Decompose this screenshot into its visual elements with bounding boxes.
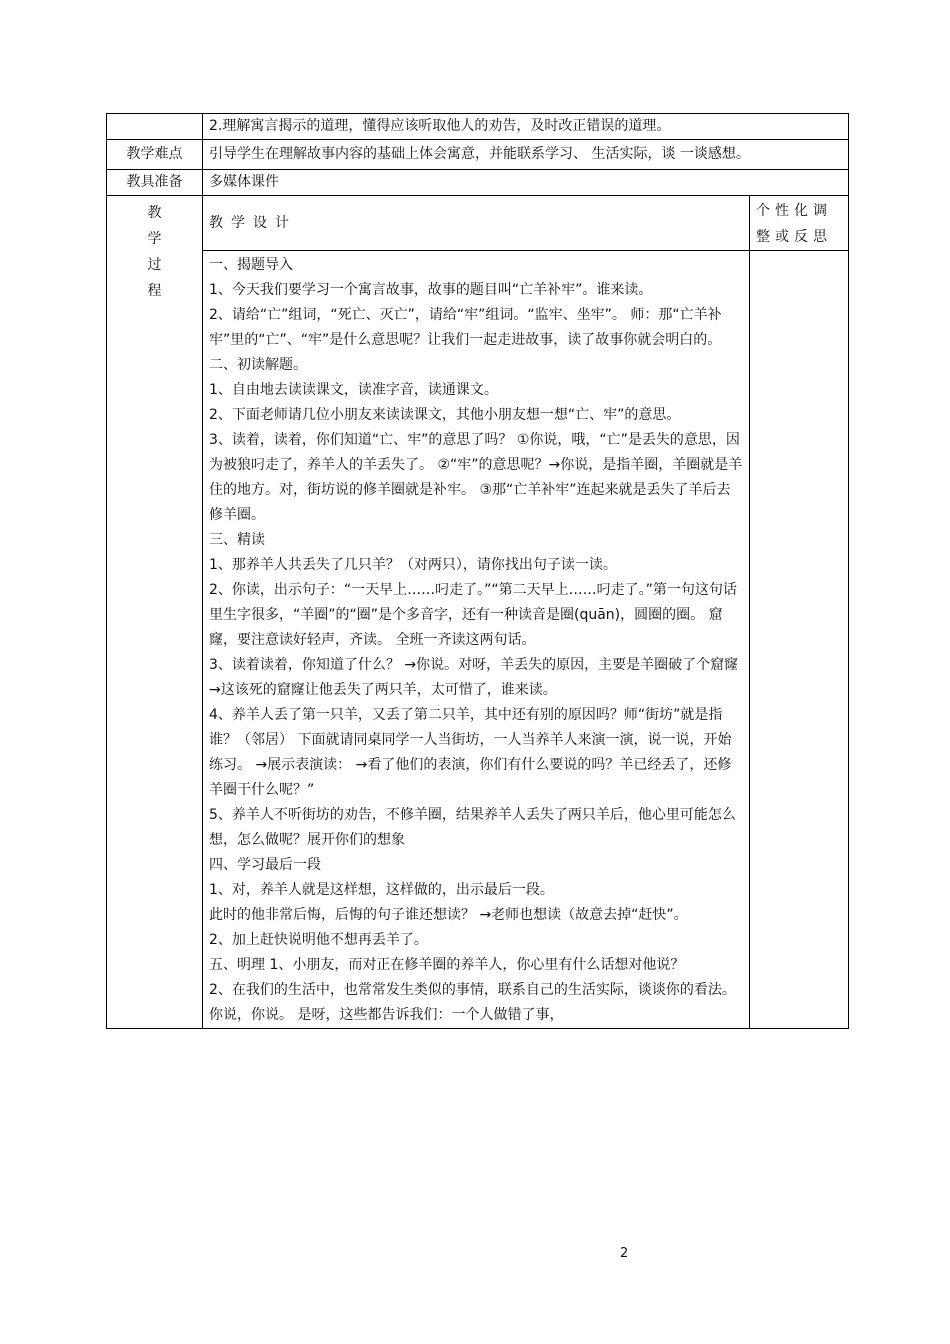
- design-line: 3、读着，读着，你们知道“亡、牢”的意思了吗？ ①你说，哦，“亡”是丢失的意思，因为被狼叼走了，养羊人的羊丢失了。 ②“牢”的意思呢？→你说，是指羊圈，羊圈就是羊住的地方。对，街坊说的修羊圈就是补牢。 ③那“亡羊补牢”连起来就是丢失了羊后去修羊圈。: [209, 432, 743, 523]
- process-header-row: [107, 196, 849, 251]
- design-line: 此时的他非常后悔，后悔的句子谁还想读？ →老师也想读（故意去掉“赶快”。: [209, 907, 688, 923]
- design-line: 2、你读，出示句子：“一天早上……叼走了。”“第二天早上……叼走了。”第一句这句话里生字很多，“羊圈”的“圈”是个多音字，还有一种读音是圈(quān)，圆圈的圈。 窟窿，要注意读好轻声，齐读。 全班一齐读这两句话。: [209, 582, 737, 648]
- design-line: 1、今天我们要学习一个寓言故事，故事的题目叫“亡羊补牢”。谁来读。: [209, 282, 653, 298]
- design-line: 四、学习最后一段: [209, 857, 321, 873]
- design-line: 2、下面老师请几位小朋友来读读课文，其他小朋友想一想“亡、牢”的意思。: [209, 407, 681, 423]
- reflect-header: 个性化调整或反思: [750, 196, 849, 251]
- design-line: 2、加上赶快说明他不想再丢羊了。: [209, 932, 428, 948]
- goal-label-cell: [107, 114, 203, 140]
- design-line: 2、在我们的生活中，也常常发生类似的事情，联系自己的生活实际，谈谈你的看法。你说，你说。 是呀，这些都告诉我们：一个人做错了事，: [209, 982, 736, 1023]
- goal-text-cell: 2.理解寓言揭示的道理，懂得应该听取他人的劝告，及时改正错误的道理。: [203, 114, 849, 140]
- design-line: 三、精读: [209, 532, 265, 548]
- design-line: 二、初读解题。: [209, 357, 307, 373]
- process-body-row: [107, 251, 849, 1029]
- process-label-char: 教: [147, 205, 162, 221]
- design-line: 4、养羊人丢了第一只羊，又丢了第二只羊，其中还有别的原因吗？师“街坊”就是指谁？（邻居） 下面就请同桌同学一人当街坊，一人当养羊人来演一演，说一说，开始练习。 →展示表演读： →看了他们的表演，你们有什么要说的吗？羊已经丢了，还修羊圈干什么呢？”: [209, 707, 732, 798]
- design-header: 教学设计: [203, 196, 750, 251]
- difficulty-label: 教学难点: [107, 140, 203, 170]
- page-number: 2: [620, 1246, 629, 1261]
- design-line: 1、那养羊人共丢失了几只羊？（对两只），请你找出句子读一读。: [209, 557, 617, 573]
- design-line: 2、请给“亡”组词，“死亡、灭亡”，请给“牢”组词。“监牢、坐牢”。 师：那“亡羊补牢”里的“亡”、“牢”是什么意思呢？让我们一起走进故事，读了故事你就会明白的。: [209, 307, 722, 348]
- design-content: [203, 251, 750, 1029]
- lesson-plan-table: [106, 113, 849, 1029]
- design-line: 5、养羊人不听街坊的劝告，不修羊圈，结果养羊人丢失了两只羊后，他心里可能怎么想，怎么做呢？展开你们的想象: [209, 807, 736, 848]
- tools-row: [107, 170, 849, 196]
- design-line: 3、读着读着，你知道了什么？ →你说。对呀，羊丢失的原因，主要是羊圈破了个窟窿→这该死的窟窿让他丢失了两只羊，太可惜了，谁来读。: [209, 657, 739, 698]
- tools-text: 多媒体课件: [203, 170, 849, 196]
- difficulty-text: 引导学生在理解故事内容的基础上体会寓意，并能联系学习、 生活实际，谈 一谈感想。: [203, 140, 849, 170]
- tools-label: 教具准备: [107, 170, 203, 196]
- design-line: 一、揭题导入: [209, 257, 293, 273]
- design-line: 1、对，养羊人就是这样想，这样做的，出示最后一段。: [209, 882, 554, 898]
- process-label-char: 程: [147, 283, 162, 299]
- process-label-char: 学: [147, 231, 162, 247]
- reflect-content: [750, 251, 849, 1029]
- process-label: [107, 196, 203, 1029]
- design-line: 1、自由地去读读课文，读准字音，读通课文。: [209, 382, 498, 398]
- goal-row: [107, 114, 849, 140]
- process-label-char: 过: [147, 257, 162, 273]
- design-line: 五、明理 1、小朋友，而对正在修羊圈的养羊人，你心里有什么话想对他说？: [209, 957, 685, 973]
- difficulty-row: [107, 140, 849, 170]
